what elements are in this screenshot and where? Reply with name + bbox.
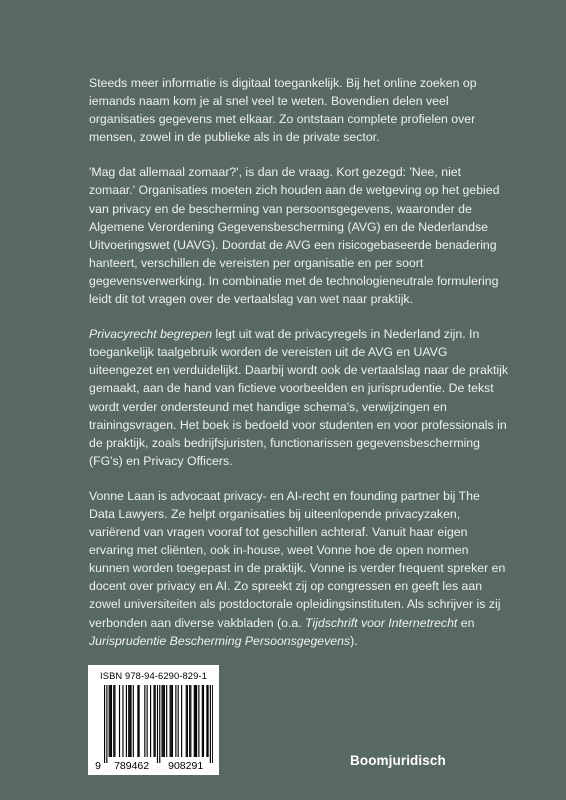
barcode-bar bbox=[166, 685, 167, 757]
barcode-bar bbox=[137, 685, 138, 757]
barcode-bar bbox=[109, 685, 110, 757]
barcode-bar bbox=[162, 685, 163, 757]
paragraph-intro-text: Steeds meer informatie is digitaal toegankelijk. Bij het online zoeken op iemands naam kom je al snel veel te weten. Bovendien delen veel organisaties gegevens met elkaar. Zo ontstaan complete profielen over mensen, zowel in de publieke als in de private sector. bbox=[89, 76, 477, 145]
barcode-bar bbox=[172, 685, 173, 757]
barcode-bar bbox=[171, 685, 172, 757]
barcode-bar bbox=[130, 685, 131, 757]
paragraph-author bbox=[89, 487, 509, 650]
paragraph-author-close: ). bbox=[350, 633, 358, 648]
barcode-bar bbox=[159, 685, 160, 763]
barcode-bar bbox=[104, 685, 105, 763]
isbn-label: ISBN 978-94-6290-829-1 bbox=[100, 670, 207, 681]
barcode-bar bbox=[206, 685, 207, 757]
paragraph-author-text: Vonne Laan is advocaat privacy- en AI-recht en founding partner bij The Data Lawyers. Ze helpt organisaties bij uiteenlopende privacyzaken, variërend van vragen vooraf tot geschillen achteraf. Vanuit haar eigen ervaring met cliënten, ook in-house, weet Vonne hoe de open normen kunnen worden toegepast in de praktijk. Vonne is verder frequent spreker en docent over privacy en AI. Zo spreekt zij op congressen en geeft les aan zowel universiteiten als postdoctorale opleidingsinstituten. Als schrijver is zij verbonden aan diverse vakbladen (o.a. bbox=[89, 488, 506, 630]
barcode-bar bbox=[113, 685, 114, 757]
barcode-bar bbox=[181, 685, 182, 757]
barcode-bar bbox=[187, 685, 188, 757]
barcode-bar bbox=[153, 685, 154, 757]
barcode-bar bbox=[178, 685, 179, 757]
barcode-bar bbox=[139, 685, 140, 757]
barcode-bar bbox=[106, 685, 107, 763]
paragraph-question-text: 'Mag dat allemaal zomaar?', is dan de vraag. Kort gezegd: 'Nee, niet zomaar.' Organisaties moeten zich houden aan de wetgeving op het gebied van privacy en de bescherming van persoonsgegevens, waaronder de Algemene Verordening Gegevensbescherming (AVG) en de Nederlandse Uitvoeringswet (UAVG). Doordat de AVG een risicogebaseerde benadering hanteert, verschillen de vereisten per organisatie en per soort gegevensverwerking. In combinatie met de technologieneutrale formulering leidt dit tot vragen over de vertaalslag van wet naar praktijk. bbox=[89, 165, 500, 307]
barcode-bar bbox=[186, 685, 187, 757]
barcode-digits: 789462 bbox=[114, 760, 150, 771]
barcode-bar bbox=[170, 685, 171, 757]
barcode-graphic bbox=[94, 685, 213, 771]
barcode-bar bbox=[198, 685, 199, 757]
barcode-bar bbox=[144, 685, 145, 757]
barcode-bar bbox=[122, 685, 123, 757]
paragraph-author-connector: en bbox=[457, 615, 475, 630]
barcode-bar bbox=[190, 685, 191, 757]
journal-name-2: Jurisprudentie Bescherming Persoonsgegevens bbox=[89, 633, 351, 648]
barcode-bar bbox=[164, 685, 165, 757]
barcode-bar bbox=[212, 685, 213, 763]
barcode-bar bbox=[203, 685, 204, 757]
paragraph-book bbox=[89, 325, 509, 470]
book-title: Privacyrecht begrepen bbox=[89, 327, 213, 342]
barcode-digits: 9 bbox=[95, 760, 101, 771]
barcode-bar bbox=[157, 685, 158, 763]
barcode-bar bbox=[202, 685, 203, 757]
publisher-logo: Boomjuridisch bbox=[350, 753, 446, 768]
barcode-bar bbox=[111, 685, 112, 757]
paragraph-book-text: legt uit wat de privacyregels in Nederland zijn. In toegankelijk taalgebruik worden de vereisten uit de AVG en UAVG uiteengezet en verduidelijkt. Daarbij wordt ook de vertaalslag naar de praktijk gemaakt, aan de hand van fictieve voorbeelden en jurisprudentie. De tekst wordt verder ondersteund met handige schema's, verwijzingen en trainingsvragen. Het boek is bedoeld voor studenten en voor professionals in de praktijk, zoals bedrijfsjuristen, functionarissen gegevensbescherming (FG's) en Privacy Officers. bbox=[89, 327, 509, 468]
barcode-digits: 908291 bbox=[168, 760, 204, 771]
barcode-bar bbox=[110, 685, 111, 757]
barcode-bar bbox=[129, 685, 130, 757]
blurb-text bbox=[89, 74, 509, 650]
barcode-bar bbox=[189, 685, 190, 757]
barcode-bar bbox=[163, 685, 164, 757]
barcode-bar bbox=[175, 685, 176, 757]
barcode-bar bbox=[128, 685, 129, 757]
isbn-barcode bbox=[88, 665, 219, 775]
barcode-bar bbox=[210, 685, 211, 763]
barcode-bar bbox=[194, 685, 195, 757]
paragraph-intro bbox=[89, 74, 509, 146]
barcode-bar bbox=[195, 685, 196, 757]
barcode-bar bbox=[114, 685, 115, 757]
barcode-bar bbox=[155, 685, 156, 757]
barcode-bar bbox=[119, 685, 120, 757]
journal-name-1: Tijdschrift voor Internetrecht bbox=[305, 615, 458, 630]
barcode-bar bbox=[196, 685, 197, 757]
barcode-bar bbox=[208, 685, 209, 757]
barcode-bar bbox=[126, 685, 127, 757]
paragraph-question bbox=[89, 163, 509, 308]
barcode-bar bbox=[150, 685, 151, 757]
barcode-bar bbox=[133, 685, 134, 757]
barcode-bar bbox=[147, 685, 148, 757]
